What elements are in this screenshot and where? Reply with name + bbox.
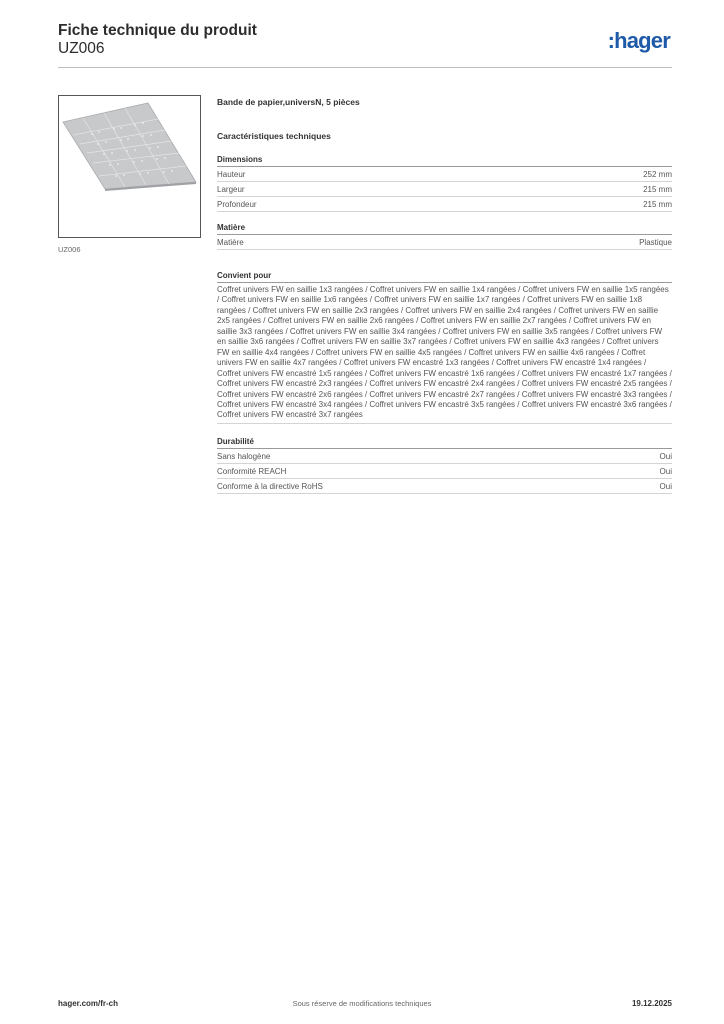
spec-value: Oui xyxy=(659,451,672,461)
spec-value: Oui xyxy=(659,466,672,476)
spec-label: Conforme à la directive RoHS xyxy=(217,481,323,491)
spec-row-halogen-free xyxy=(217,449,672,464)
spec-label: Largeur xyxy=(217,185,245,194)
product-image xyxy=(58,95,201,238)
spec-row-height xyxy=(217,167,672,182)
footer-website-link[interactable]: hager.com/fr-ch xyxy=(58,999,119,1008)
fits-section xyxy=(217,270,672,424)
material-section xyxy=(217,222,672,250)
spec-row-material xyxy=(217,235,672,250)
page-header xyxy=(58,22,672,70)
durability-heading: Durabilité xyxy=(217,436,672,449)
spec-label: Hauteur xyxy=(217,170,246,179)
spec-row-reach xyxy=(217,464,672,479)
footer-date: 19.12.2025 xyxy=(631,999,672,1008)
spec-value: 215 mm xyxy=(643,185,672,194)
spec-value: 252 mm xyxy=(643,170,672,179)
header-divider xyxy=(58,67,672,68)
product-reference: UZ006 xyxy=(58,40,105,57)
spec-row-width xyxy=(217,182,672,197)
spec-label: Profondeur xyxy=(217,200,257,209)
spec-label: Conformité REACH xyxy=(217,466,287,476)
durability-section xyxy=(217,436,672,494)
spec-row-depth xyxy=(217,197,672,212)
document-title: Fiche technique du produit xyxy=(58,22,257,39)
footer-disclaimer: Sous réserve de modifications techniques xyxy=(292,999,432,1008)
image-caption: UZ006 xyxy=(58,245,81,254)
spec-label: Matière xyxy=(217,238,244,247)
spec-value: Plastique xyxy=(639,238,672,247)
tech-specs-heading: Caractéristiques techniques xyxy=(217,131,331,141)
product-details xyxy=(217,96,672,494)
product-name: Bande de papier,universN, 5 pièces xyxy=(217,97,360,107)
dimensions-heading: Dimensions xyxy=(217,154,672,167)
spec-label: Sans halogène xyxy=(217,451,271,461)
spec-row-rohs xyxy=(217,479,672,494)
dimensions-section xyxy=(217,154,672,212)
spec-value: Oui xyxy=(659,481,672,491)
material-heading: Matière xyxy=(217,222,672,235)
paper-strip-sheet-illustration xyxy=(59,96,200,237)
spec-value: 215 mm xyxy=(643,200,672,209)
compatible-enclosures-text: Coffret univers FW en saillie 1x3 rangées / Coffret univers FW en saillie 1x4 rangées / Coffret univers FW en saillie 1x5 rangées / Coffret univers FW en saillie 1x6 rangées / Coffret univers FW en saillie 1x7 rangées / Coffret univers FW en saillie 1x8 rangées / Coffret univers FW en saillie 2x3 rangées / Coffret univers FW en saillie 2x4 rangées / Coffret univers FW en saillie 2x5 rangées / Coffret univers FW en saillie 2x6 rangées / Coffret univers FW en saillie 2x7 rangées / Coffret univers FW en saillie 3x3 rangées / Coffret univers FW en saillie 3x4 rangées / Coffret univers FW en saillie 3x5 rangées / Coffret univers FW en saillie 3x6 rangées / Coffret univers FW en saillie 3x7 rangées / Coffret univers FW en saillie 4x3 rangées / Coffret univers FW en saillie 4x4 rangées / Coffret univers FW en saillie 4x5 rangées / Coffret univers FW en saillie 4x6 rangées / Coffret univers FW en saillie 4x7 rangées / Coffret univers FW encastré 1x3 rangées / Coffret univers FW encastré 1x4 rangées / Coffret univers FW encastré 1x5 rangées / Coffret univers FW encastré 1x6 rangées / Coffret univers FW encastré 1x7 rangées / Coffret univers FW encastré 2x3 rangées / Coffret univers FW encastré 2x4 rangées / Coffret univers FW encastré 2x5 rangées / Coffret univers FW encastré 2x6 rangées / Coffret univers FW encastré 2x7 rangées / Coffret univers FW encastré 3x3 rangées / Coffret univers FW encastré 3x4 rangées / Coffret univers FW encastré 3x5 rangées / Coffret univers FW encastré 3x6 rangées / Coffret univers FW encastré 3x7 rangées xyxy=(217,283,672,424)
fits-heading: Convient pour xyxy=(217,270,672,283)
hager-logo: :hager xyxy=(607,28,670,53)
